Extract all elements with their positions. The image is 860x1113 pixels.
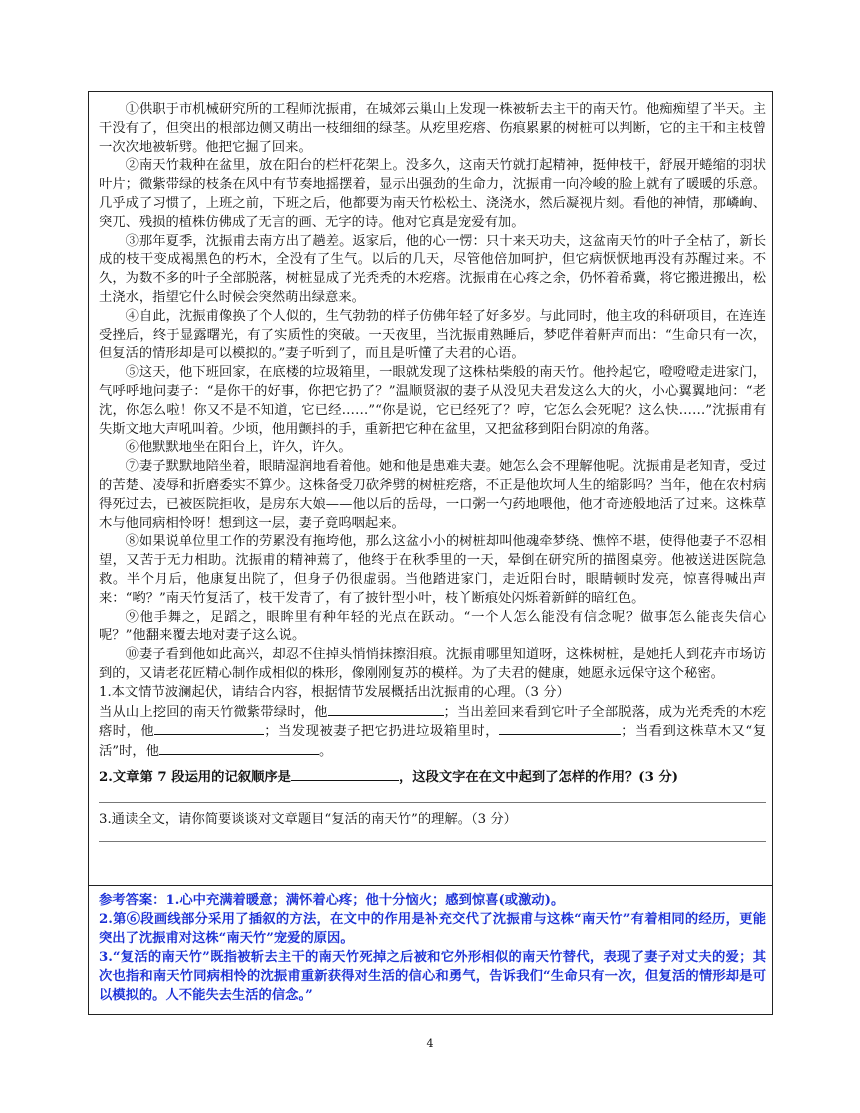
answer-blank-1[interactable] [328, 703, 444, 716]
paragraph-5: ⑤这天，他下班回家，在底楼的垃圾箱里，一眼就发现了这株枯柴般的南天竹。他拎起它，噔噔噔走进家门，气呼呼地问妻子：“是你干的好事，你把它扔了？”温顺贤淑的妻子从没见夫君发这么大的火，小心翼翼地问：“老沈，你怎么啦！你又不是不知道，它已经……”“你是说，它已经死了？哼，它怎么会死呢？这么快……”沈振甫有失斯文地大声吼叫着。少顷，他用颤抖的手，重新把它种在盆里，又把盆移到阳台阴凉的角落。 [99, 365, 766, 437]
page-number: 4 [426, 1037, 434, 1050]
answer-blank-2[interactable] [154, 722, 264, 735]
paragraph-9: ⑨他手舞之，足蹈之，眼眸里有种年轻的光点在跃动。“一个人怎么能没有信念呢？做事怎么能丧失信心呢？”他翻来覆去地对妻子这么说。 [99, 609, 766, 644]
q1-text-end: 。 [319, 744, 333, 760]
answer-blank-4[interactable] [159, 742, 319, 755]
answer-blank-5[interactable] [291, 768, 399, 781]
document-frame [88, 91, 773, 1015]
answer-line-2[interactable] [99, 802, 766, 803]
paragraph-7: ⑦妻子默默地陪坐着，眼睛湿润地看着他。她和他是患难夫妻。她怎么会不理解他呢。沈振甫是老知青，受过的苦楚、凌辱和折磨委实不算少。这株备受刀砍斧劈的树桩疙瘩，不正是他坎坷人生的缩影吗？当年，他在农村病得死过去，已被医院拒收，是房东大娘——他以后的岳母，一口粥一勺药地喂他，他才奇迹般地活了过来。这株草木与他同病相怜呀！想到这一层，妻子竟呜咽起来。 [99, 459, 766, 531]
paragraph-6: ⑥他默默地坐在阳台上，许久，许久。 [125, 440, 352, 456]
paragraph-1: ①供职于市机械研究所的工程师沈振甫，在城郊云巢山上发现一株被斩去主干的南天竹。他痴痴望了半天。主干没有了，但突出的根部边侧又萌出一枝细细的绿茎。从疙里疙瘩、伤痕累累的树桩可以判断，它的主干和主枝曾一次次地被斩劈。他把它掘了回来。 [99, 102, 766, 155]
answer-2: 2.第⑥段画线部分采用了插叙的方法，在文中的作用是补充交代了沈振甫与这株“南天竹”有着相同的经历，更能突出了沈振甫对这株“南天竹”宠爱的原因。 [99, 912, 766, 946]
paragraph-4: ④自此，沈振甫像换了个人似的，生气勃勃的样子仿佛年轻了好多岁。与此同时，他主攻的科研项目，在连连受挫后，终于显露曙光，有了实质性的突破。一天夜里，当沈振甫熟睡后，梦呓伴着鼾声而出：“生命只有一次，但复活的情形却是可以模拟的。”妻子听到了，而且是听懂了夫君的心语。 [99, 308, 766, 362]
question-3: 3.通读全文，请你简要谈谈对文章题目“复活的南天竹”的理解。（3 分） [99, 811, 517, 827]
q2-text-a: 2.文章第 7 段运用的记叙顺序是 [99, 769, 291, 785]
paragraph-8: ⑧如果说单位里工作的劳累没有拖垮他，那么这盆小小的树桩却叫他魂牵梦绕、憔悴不堪，使得他妻子不忍相望，又苦于无力相助。沈振甫的精神蔫了，他终于在秋季里的一天，晕倒在研究所的描图桌旁。他被送进医院急救。半个月后，他康复出院了，但身子仍很虚弱。当他踏进家门，走近阳台时，眼睛顿时发亮，惊喜得喊出声来：“哟？”南天竹复活了，枝干发青了，有了披针型小叶，枝丫断痕处闪烁着新鲜的暗红色。 [99, 534, 766, 606]
answer-line-3[interactable] [99, 841, 766, 842]
q2-text-b: ，这段文字在在文中起到了怎样的作用？(3 分) [398, 769, 679, 785]
answer-3: 3.“复活的南天竹”既指被斩去主干的南天竹死掉之后被和它外形相似的南天竹替代，表现了妻子对丈夫的爱；其次也指和南天竹同病相怜的沈振甫重新获得对生活的信心和勇气，告诉我们“生命只有一次，但复活的情形却是可以模拟的。人不能失去生活的信念。” [99, 950, 766, 1003]
q1-text-c: ；当发现被妻子把它扔进垃圾箱里时， [264, 724, 500, 740]
question-1-title: 1.本文情节波澜起伏，请结合内容，根据情节发展概括出沈振甫的心理。（3 分） [99, 684, 570, 700]
q1-text-b: ；当出差回来看到它叶子全部脱落，成为光秃秃的木疙瘩时，他 [99, 704, 767, 740]
reference-answers-box [89, 885, 772, 1014]
answer-1: 参考答案：1.心中充满着暖意；满怀着心疼；他十分恼火；感到惊喜(或激动)。 [99, 893, 565, 908]
question-2 [99, 768, 766, 788]
q1-text-a: 当从山上挖回的南天竹微紫带绿时，他 [99, 704, 328, 720]
paragraph-10: ⑩妻子看到他如此高兴，却忍不住掉头悄悄抹擦泪痕。沈振甫哪里知道呀，这株树桩，是她托人到花卉市场访到的，又请老花匠精心制作成相似的株形，像刚刚复苏的模样。为了夫君的健康，她愿永远保守这个秘密。 [99, 647, 766, 681]
q1-text-d: ；当看到这株草木又“复活”时，他 [99, 724, 766, 760]
paragraph-3: ③那年夏季，沈振甫去南方出了趟差。返家后，他的心一愣：只十来天功夫，这盆南天竹的叶子全枯了，新长成的枝干变成褐黑色的朽木，全没有了生气。以后的几天，尽管他倍加呵护，但它病恹恹地再没有苏醒过来。不久，为数不多的叶子全部脱落，树桩显成了光秃秃的木疙瘩。沈振甫在心疼之余，仍怀着希冀，将它搬进搬出，松土浇水，指望它什么时候会突然萌出绿意来。 [99, 233, 766, 305]
paragraph-2: ②南天竹栽种在盆里，放在阳台的栏杆花架上。没多久，这南天竹就打起精神，挺伸枝干，舒展开蜷缩的羽状叶片；微紫带绿的枝条在风中有节奏地摇摆着，显示出强劲的生命力，沈振甫一向冷峻的脸上就有了暖暖的乐意。几乎成了习惯了，上班之前，下班之后，他都要为南天竹松松土、浇浇水，然后凝视片刻。看他的神情，那嶙峋、突兀、残损的植株仿佛成了无言的画、无字的诗。他对它真是宠爱有加。 [99, 158, 766, 230]
question-1-body [99, 703, 766, 762]
answer-blank-3[interactable] [499, 722, 621, 735]
